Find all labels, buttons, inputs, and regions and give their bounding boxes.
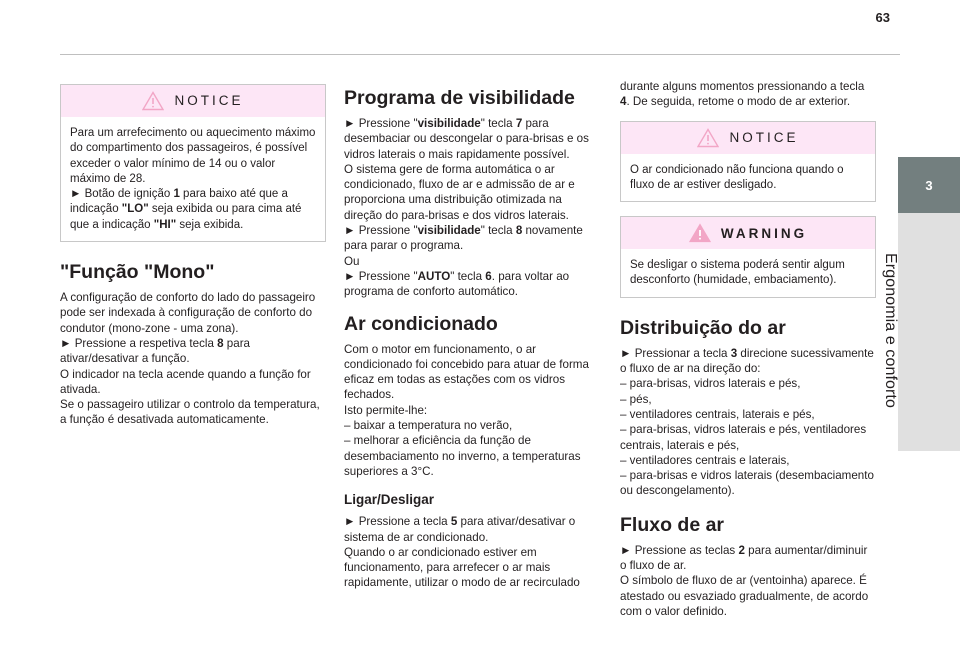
list-item: – para-brisas e vidros laterais (desembaciamento ou descongelamento). <box>620 469 874 498</box>
notice-box <box>620 121 876 203</box>
list-item: – pés, <box>620 392 652 406</box>
header-rule <box>60 54 900 55</box>
mono-heading: "Função "Mono" <box>60 261 215 284</box>
warning-triangle-icon <box>142 91 164 111</box>
visibility-paragraph: O sistema gere de forma automática o ar condicionado, fluxo de ar e admissão de ar e proporciona uma distribuição otimizada na direção do para-brisas e dos vidros laterais. <box>344 162 575 222</box>
onoff-heading: Ligar/Desligar <box>344 492 435 508</box>
warning-body: Se desligar o sistema poderá sentir algum desconforto (humidade, embaciamento). <box>630 259 845 287</box>
visibility-instruction: ► Pressione "AUTO" tecla 6. para voltar ao programa de conforto automático. <box>344 269 570 299</box>
warning-header <box>621 217 875 249</box>
mono-paragraph: O indicador na tecla acende quando a função for ativada. <box>60 367 311 396</box>
chapter-tab: 3 <box>898 157 960 213</box>
warning-triangle-icon <box>697 128 719 148</box>
mono-paragraph: A configuração de conforto do lado do passageiro pode ser indexada à configuração de conforto do condutor (mono-zone - uma zona). <box>60 291 316 335</box>
onoff-instruction: ► Pressione a tecla 5 para ativar/desativar o sistema de ar condicionado. <box>344 515 576 544</box>
mono-paragraph: Se o passageiro utilizar o controlo da temperatura, a função é desativada automaticamente. <box>60 398 320 427</box>
aircon-paragraph: Com o motor em funcionamento, o ar condicionado foi concebido para atuar de forma eficaz em todas as estações com os vidros fechados. <box>344 342 589 402</box>
mono-instruction: ► Pressione a respetiva tecla 8 para ativar/desativar a função. <box>60 336 251 366</box>
list-item: – para-brisas, vidros laterais e pés, <box>620 377 801 391</box>
distribution-instruction: ► Pressionar a tecla 3 direcione sucessivamente o fluxo de ar na direção do: <box>620 346 874 376</box>
aircon-heading: Ar condicionado <box>344 312 498 335</box>
notice-header <box>61 85 325 117</box>
warning-box <box>620 216 876 298</box>
column-1 <box>60 84 326 428</box>
column-3 <box>620 79 876 619</box>
warning-triangle-icon <box>689 223 711 243</box>
list-item: – para-brisas, vidros laterais e pés, ventiladores centrais, laterais e pés, <box>620 423 867 452</box>
notice-heading: NOTICE <box>729 129 799 145</box>
onoff-paragraph: Quando o ar condicionado estiver em funcionamento, para arrefecer o ar mais rapidamente, utilizar o modo de ar recirculado <box>344 545 580 590</box>
aircon-list-item: – baixar a temperatura no verão, <box>344 419 513 433</box>
notice-heading: NOTICE <box>174 93 244 109</box>
aircon-paragraph: Isto permite-lhe: <box>344 403 428 417</box>
airflow-heading: Fluxo de ar <box>620 513 725 536</box>
notice-header <box>621 122 875 154</box>
list-item: – ventiladores centrais, laterais e pés, <box>620 407 815 421</box>
page-number: 63 <box>875 10 890 25</box>
list-item: – ventiladores centrais e laterais, <box>620 453 790 467</box>
visibility-instruction: ► Pressione "visibilidade" tecla 7 para desembaciar ou descongelar o para-brisas e os vidros laterais o mais rapidamente possível. <box>344 117 589 161</box>
airflow-paragraph: O símbolo de fluxo de ar (ventoinha) aparece. É atestado ou esvaziado gradualmente, de acordo com o valor definido. <box>620 574 869 618</box>
distribution-heading: Distribuição do ar <box>620 316 786 339</box>
notice-text: Para um arrefecimento ou aquecimento máximo do compartimento dos passageiros, é possível exceder o valor mínimo de 14 ou o valor máximo de 28. <box>70 127 316 185</box>
notice-instruction: ► Botão de ignição 1 para baixo até que a indicação "LO" seja exibida ou para cima até que a indicação "HI" seja exibida. <box>70 188 302 231</box>
notice-body: O ar condicionado não funciona quando o fluxo de ar estiver desligado. <box>630 163 844 191</box>
chapter-title: Ergonomia e conforto <box>882 252 899 408</box>
aircon-list-item: – melhorar a eficiência da função de desembaciamento no inverno, a temperaturas superiores a 3°C. <box>344 434 581 478</box>
column-2 <box>344 84 600 591</box>
visibility-instruction: ► Pressione "visibilidade" tecla 8 novamente para parar o programa. <box>344 224 583 253</box>
notice-box <box>60 84 326 242</box>
warning-heading: WARNING <box>720 225 808 241</box>
airflow-instruction: ► Pressione as teclas 2 para aumentar/diminuir o fluxo de ar. <box>620 543 868 573</box>
continued-paragraph: durante alguns momentos pressionando a tecla 4. De seguida, retome o modo de ar exterior. <box>620 80 865 109</box>
visibility-heading: Programa de visibilidade <box>344 87 575 109</box>
visibility-paragraph: Ou <box>344 254 360 268</box>
notice-body <box>61 117 325 241</box>
